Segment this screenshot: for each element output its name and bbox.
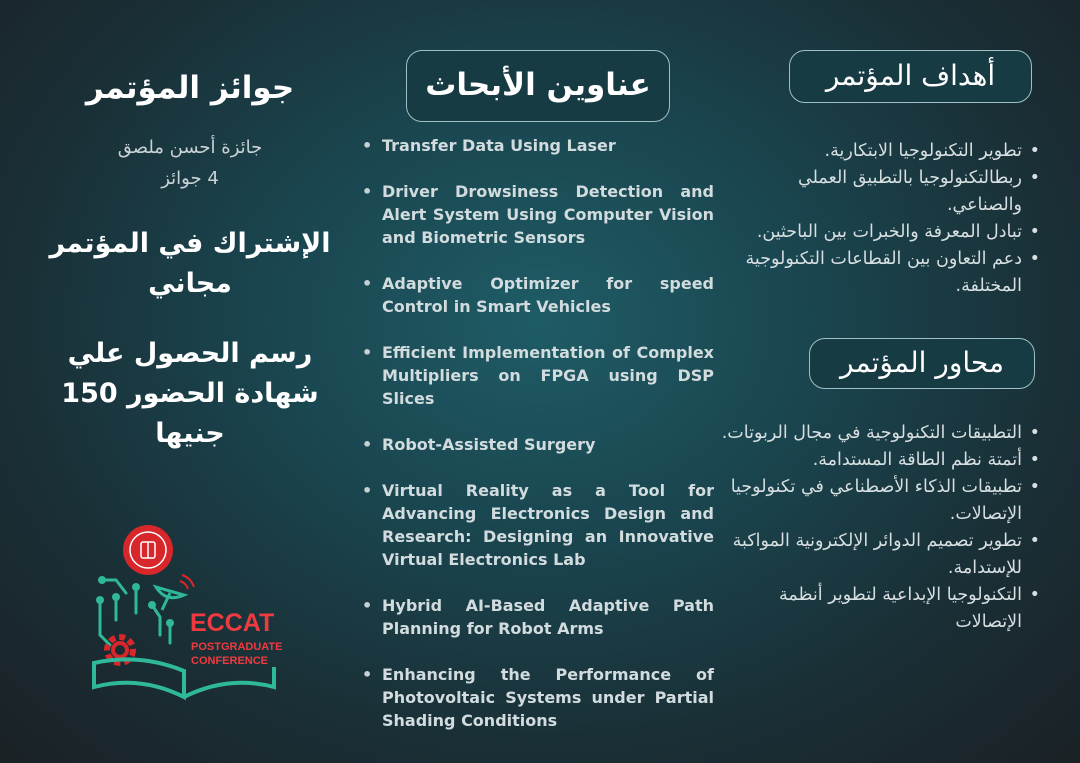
logo-subtitle-line-1: POSTGRADUATE xyxy=(191,641,283,653)
research-item: • Hybrid AI-Based Adaptive Path Planning for Robot Arms xyxy=(358,594,714,640)
goals-list xyxy=(718,138,1040,300)
axis-item: • أتمتة نظم الطاقة المستدامة. xyxy=(718,447,1040,474)
logo-subtitle-line-2: CONFERENCE xyxy=(191,655,269,667)
goals-title: أهداف المؤتمر xyxy=(789,50,1032,103)
logo-name: ECCAT xyxy=(190,609,275,637)
participation-note xyxy=(30,224,350,304)
eccat-logo xyxy=(92,525,302,735)
axes-list xyxy=(718,420,1040,636)
certificate-fee-note xyxy=(30,334,350,454)
goal-item: • ربطالتكنولوجيا بالتطبيق العملي والصناعي. xyxy=(718,165,1040,219)
research-list xyxy=(358,134,714,732)
participation-line-1: الإشتراك في المؤتمر xyxy=(49,228,331,259)
axis-item: • التكنولوجيا الإبداعية لتطوير أنظمة الإتصالات xyxy=(718,582,1040,636)
prize-count: 4 جوائز xyxy=(161,168,219,189)
research-item: • Efficient Implementation of Complex Multipliers on FPGA using DSP Slices xyxy=(358,341,714,410)
research-item: • Virtual Reality as a Tool for Advancing Electronics Design and Research: Designing an Innovative Virtual Electronics Lab xyxy=(358,479,714,571)
prize-info xyxy=(30,132,350,194)
logo-subtitle xyxy=(191,640,282,668)
axis-item: • تطوير تصميم الدوائر الإلكترونية المواكبة للإستدامة. xyxy=(718,528,1040,582)
prize-name: جائزة أحسن ملصق xyxy=(117,137,263,158)
research-item: • Transfer Data Using Laser xyxy=(358,134,714,157)
goal-item: • تطوير التكنولوجيا الابتكارية. xyxy=(718,138,1040,165)
axis-item: • التطبيقات التكنولوجية في مجال الربوتات. xyxy=(718,420,1040,447)
axes-title: محاور المؤتمر xyxy=(809,338,1035,389)
research-item: • Enhancing the Performance of Photovoltaic Systems under Partial Shading Conditions xyxy=(358,663,714,732)
fee-line-2: شهادة الحضور 150 xyxy=(61,378,319,409)
participation-line-2: مجاني xyxy=(148,268,232,299)
research-item: • Robot-Assisted Surgery xyxy=(358,433,714,456)
research-title: عناوين الأبحاث xyxy=(406,50,670,122)
research-section xyxy=(358,50,714,755)
research-item: • Adaptive Optimizer for speed Control in Smart Vehicles xyxy=(358,272,714,318)
awards-title: جوائز المؤتمر xyxy=(85,70,295,106)
research-item: • Driver Drowsiness Detection and Alert System Using Computer Vision and Biometric Sensors xyxy=(358,180,714,249)
fee-line-1: رسم الحصول علي xyxy=(67,338,313,369)
fee-line-3: جنيها xyxy=(155,418,225,449)
awards-section xyxy=(30,70,350,454)
axis-item: • تطبيقات الذكاء الأصطناعي في تكنولوجيا الإتصالات. xyxy=(718,474,1040,528)
goal-item: • دعم التعاون بين القطاعات التكنولوجية المختلفة. xyxy=(718,246,1040,300)
goal-item: • تبادل المعرفة والخبرات بين الباحثين. xyxy=(718,219,1040,246)
